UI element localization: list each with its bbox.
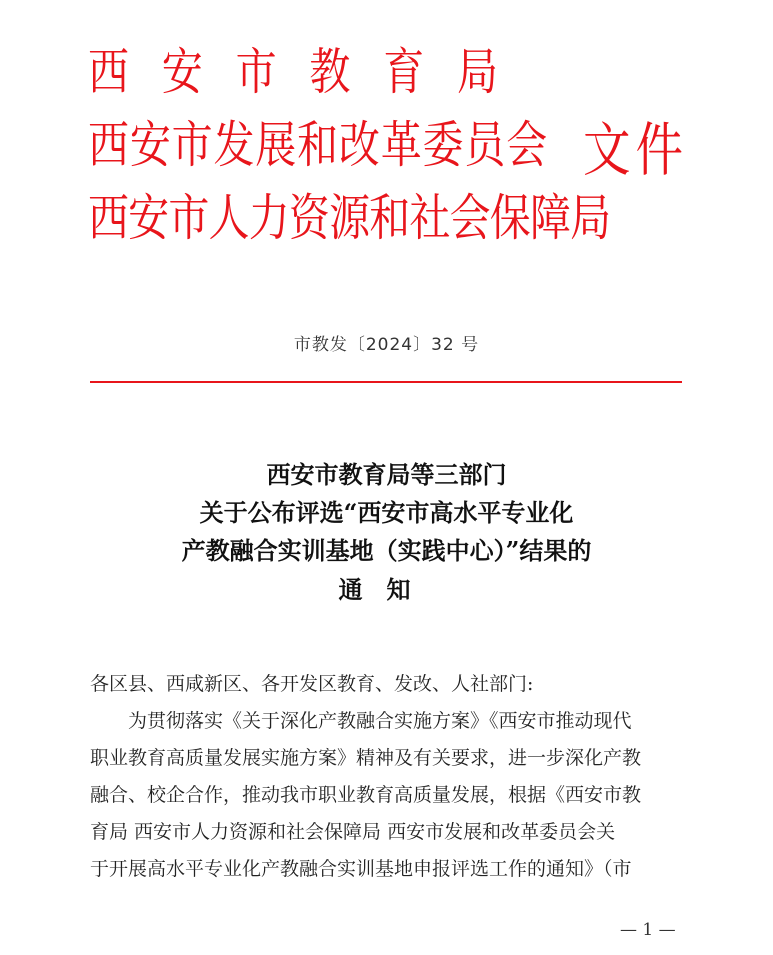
red-divider-line [90,381,682,383]
title-line-3: 产教融合实训基地（实践中心）”结果的 [181,536,592,565]
paragraph-line: 于开展高水平专业化产教融合实训基地申报评选工作的通知》（市 [90,858,632,880]
paragraph-line: 为贯彻落实《关于深化产教融合实施方案》《西安市推动现代 [90,710,632,732]
paragraph-line: 融合、校企合作，推动我市职业教育高质量发展，根据《西安市教 [90,784,642,806]
body-paragraph [90,703,690,888]
page-number: — 1 — [620,920,676,940]
issuer-development-reform-commission: 西安市发展和改革委员会 [88,116,549,174]
title-line-2: 关于公布评选“西安市高水平专业化 [199,498,574,527]
issuer-education-bureau: 西安市教育局 [88,43,531,101]
paragraph-line: 职业教育高质量发展实施方案》精神及有关要求，进一步深化产教 [90,747,642,769]
addressee: 各区县、西咸新区、各开发区教育、发改、人社部门: [90,673,534,695]
paragraph-line: 育局 西安市人力资源和社会保障局 西安市发展和改革委员会关 [90,821,616,843]
title-line-1: 西安市教育局等三部门 [266,460,507,489]
document-type-label: 文件 [583,116,688,184]
issuer-human-resources-bureau: 西安市人力资源和社会保障局 [88,189,611,247]
title-line-4: 通知 [338,575,435,604]
document-number: 市教发〔2024〕32 号 [293,335,480,355]
